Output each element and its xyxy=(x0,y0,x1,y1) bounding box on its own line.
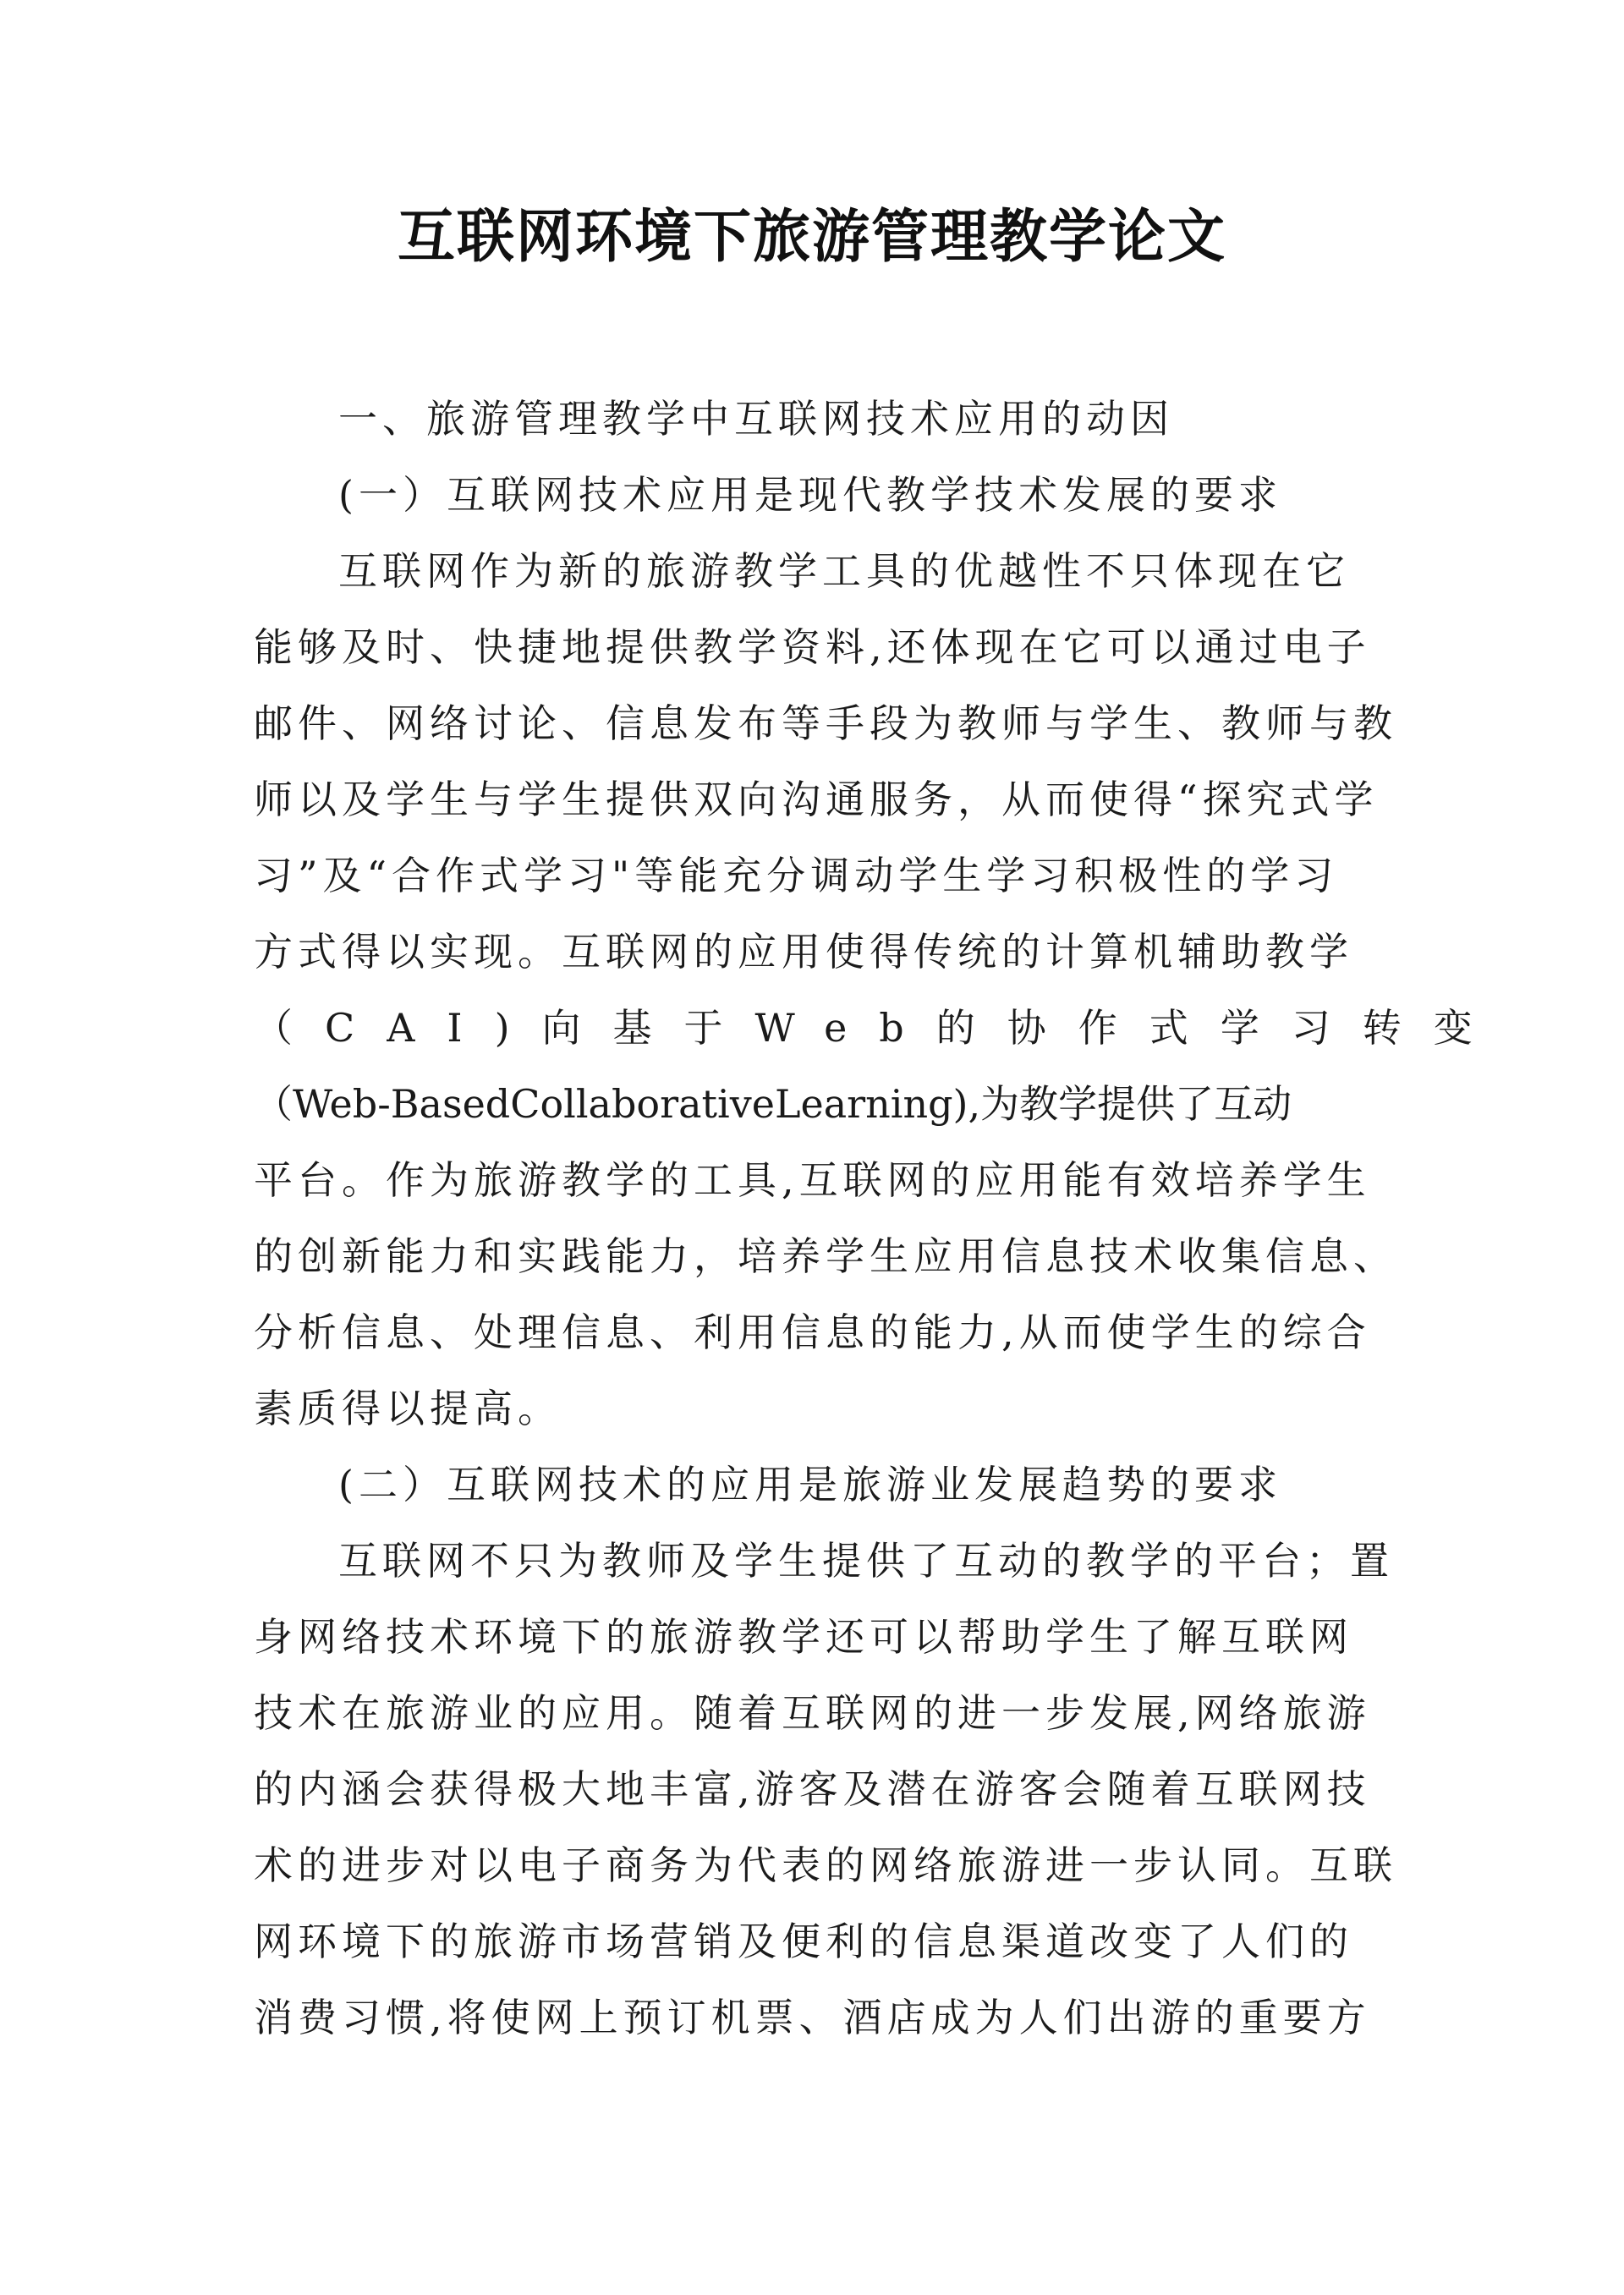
paragraph-line: 方式得以实现。互联网的应用使得传统的计算机辅助教学 xyxy=(254,929,1353,975)
paragraph-line: （CAI)向基于Web的协作式学习转变 xyxy=(254,1005,1505,1051)
paragraph-line: 身网络技术环境下的旅游教学还可以帮助学生了解互联网 xyxy=(254,1614,1353,1660)
paragraph-line: 分析信息、处理信息、利用信息的能力,从而使学生的综合 xyxy=(254,1309,1371,1355)
subsection-heading-1: (一）互联网技术应用是现代教学技术发展的要求 xyxy=(338,472,1282,518)
paragraph-line: 技术在旅游业的应用。随着互联网的进一步发展,网络旅游 xyxy=(254,1690,1371,1736)
subsection-heading-2: (二）互联网技术的应用是旅游业发展趋势的要求 xyxy=(338,1462,1282,1507)
paragraph-line: 的内涵会获得极大地丰富,游客及潜在游客会随着互联网技 xyxy=(254,1766,1371,1812)
paragraph-line: 的创新能力和实践能力，培养学生应用信息技术收集信息、 xyxy=(254,1233,1397,1279)
section-heading-1: 一、旅游管理教学中互联网技术应用的动因 xyxy=(338,396,1174,442)
paragraph-line: 邮件、网络讨论、信息发布等手段为教师与学生、教师与教 xyxy=(254,700,1397,746)
paragraph-line: 互联网不只为教师及学生提供了互动的教学的平台；置 xyxy=(338,1538,1394,1584)
paragraph-line: 消费习惯,将使网上预订机票、酒店成为人们出游的重要方 xyxy=(254,1995,1371,2040)
paragraph-line: 习”及“合作式学习"等能充分调动学生学习积极性的学习 xyxy=(254,853,1339,898)
paragraph-line: 平台。作为旅游教学的工具,互联网的应用能有效培养学生 xyxy=(254,1157,1371,1203)
paragraph-line: 素质得以提高。 xyxy=(254,1386,562,1431)
paragraph-line: 术的进步对以电子商务为代表的网络旅游进一步认同。互联 xyxy=(254,1842,1397,1888)
paragraph-line: 能够及时、快捷地提供教学资料,还体现在它可以通过电子 xyxy=(254,624,1371,670)
paragraph-line: 师以及学生与学生提供双向沟通服务，从而使得“探究式学 xyxy=(254,777,1379,822)
paragraph-line: 网环境下的旅游市场营销及便利的信息渠道改变了人们的 xyxy=(254,1919,1353,1964)
paragraph-line: 互联网作为新的旅游教学工具的优越性不只体现在它 xyxy=(338,548,1350,594)
paragraph-line: （Web-BasedCollaborativeLearning),为教学提供了互动 xyxy=(254,1081,1292,1127)
document-body xyxy=(254,381,1505,2056)
document-title: 互联网环境下旅游管理教学论文 xyxy=(397,203,1226,271)
